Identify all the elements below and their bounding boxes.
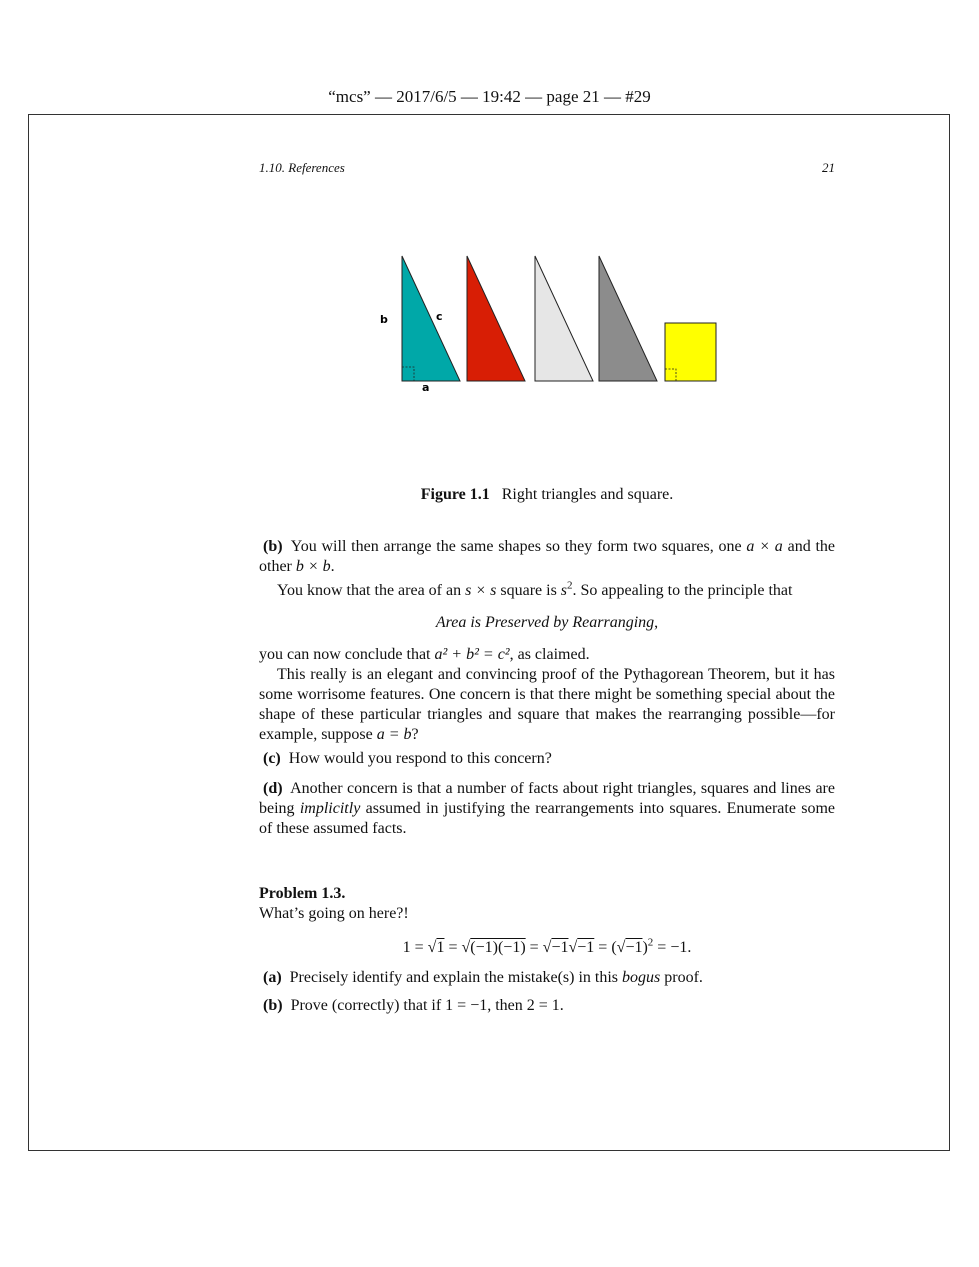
text-run: You know that the area of an	[277, 582, 462, 599]
figure-caption	[259, 486, 835, 504]
eq-exponent: 2	[647, 936, 654, 949]
figure-right-triangles-and-square	[370, 248, 730, 398]
part-b-paragraph	[259, 537, 835, 577]
problem-part-a-label: (a)	[263, 969, 282, 986]
body-text	[259, 537, 835, 1016]
math-run: 2 = 1	[526, 997, 560, 1014]
math-run: s	[560, 582, 568, 599]
eq-radicand: −1	[625, 939, 643, 956]
running-head-section: 1.10. References	[259, 160, 345, 175]
math-run: a = b	[376, 726, 412, 743]
text-run: , as claimed.	[509, 646, 590, 663]
figure-caption-text: Right triangles and square.	[501, 486, 674, 503]
text-run: How would you respond to this concern?	[288, 750, 552, 767]
text-run: Another concern is that a number of facts about right triangles, squares and lines are being	[259, 780, 835, 817]
square-yellow	[665, 323, 716, 381]
eq-radicand: 1	[436, 939, 445, 956]
running-head-page-number: 21	[822, 160, 835, 175]
part-d-paragraph	[259, 779, 835, 839]
text-run: proof.	[664, 969, 703, 986]
math-run: b × b	[295, 558, 331, 575]
label-a: a	[422, 381, 430, 394]
part-b-label: (b)	[263, 538, 283, 555]
text-run: You will then arrange the same shapes so they form two squares, one	[290, 538, 742, 555]
text-run: you can now conclude that	[259, 646, 431, 663]
text-run: and the other	[259, 538, 836, 575]
text-run: ?	[411, 726, 419, 743]
area-paragraph	[259, 581, 835, 601]
math-run: s × s	[465, 582, 497, 599]
figure-caption-label: Figure 1.1	[420, 486, 490, 503]
triangle-dark-gray	[599, 256, 657, 381]
text-run: ,	[654, 614, 659, 631]
math-run: 1 = −1	[445, 997, 488, 1014]
triangle-red	[467, 256, 525, 381]
math-run: a × a	[746, 538, 783, 555]
emphasis: bogus	[622, 969, 661, 986]
page-banner: “mcs” — 2017/6/5 — 19:42 — page 21 — #29	[328, 87, 651, 106]
eq-part: 1 = √	[402, 939, 437, 956]
problem-part-b	[259, 996, 835, 1016]
label-b: b	[380, 313, 388, 326]
label-c: c	[436, 310, 443, 323]
emphasis: implicitly	[299, 800, 361, 817]
exponent: 2	[567, 579, 573, 592]
part-c-label: (c)	[263, 750, 281, 767]
elegant-paragraph	[259, 665, 835, 745]
problem-part-a	[259, 968, 835, 988]
problem-part-b-label: (b)	[263, 997, 283, 1014]
math-run: a² + b² = c²	[434, 646, 510, 663]
text-run: This really is an elegant and convincing proof of the Pythagorean Theorem, but it has some worrisome features. One concern is that there might be something special about the shape of these particular triangles and square that makes the rearranging possible—for example, suppose	[259, 666, 835, 743]
part-c-paragraph	[259, 749, 835, 769]
eq-radicand: (−1)(−1)	[470, 939, 526, 956]
principle-display	[259, 613, 835, 633]
text-run: Prove (correctly) that if	[290, 997, 442, 1014]
problem-title	[259, 884, 835, 904]
eq-radicand: −1	[551, 939, 569, 956]
part-d-label: (d)	[263, 780, 283, 797]
triangle-teal	[402, 256, 460, 381]
text-run: . So appealing to the principle that	[572, 582, 793, 599]
eq-part: = √	[444, 939, 471, 956]
text-run: square is	[500, 582, 557, 599]
conclude-paragraph	[259, 645, 835, 665]
eq-part: √	[568, 939, 578, 956]
problem-title-text: Problem 1.3.	[259, 885, 346, 902]
text-run: .	[330, 558, 335, 575]
text-run: .	[559, 997, 564, 1014]
triangle-light-gray	[535, 256, 593, 381]
text-run: Precisely identify and explain the mistake(s) in this	[289, 969, 619, 986]
problem-equation	[259, 938, 835, 958]
eq-part: )	[642, 939, 648, 956]
problem-intro: What’s going on here?!	[259, 905, 409, 922]
eq-part: = (√	[594, 939, 626, 956]
text-run: , then	[487, 997, 523, 1014]
eq-part: = −1.	[653, 939, 692, 956]
eq-part: = √	[525, 939, 552, 956]
principle-text: Area is Preserved by Rearranging	[435, 614, 655, 631]
eq-radicand: −1	[577, 939, 595, 956]
text-run: assumed in justifying the rearrangements into squares. Enumerate some of these assumed facts.	[259, 800, 836, 837]
